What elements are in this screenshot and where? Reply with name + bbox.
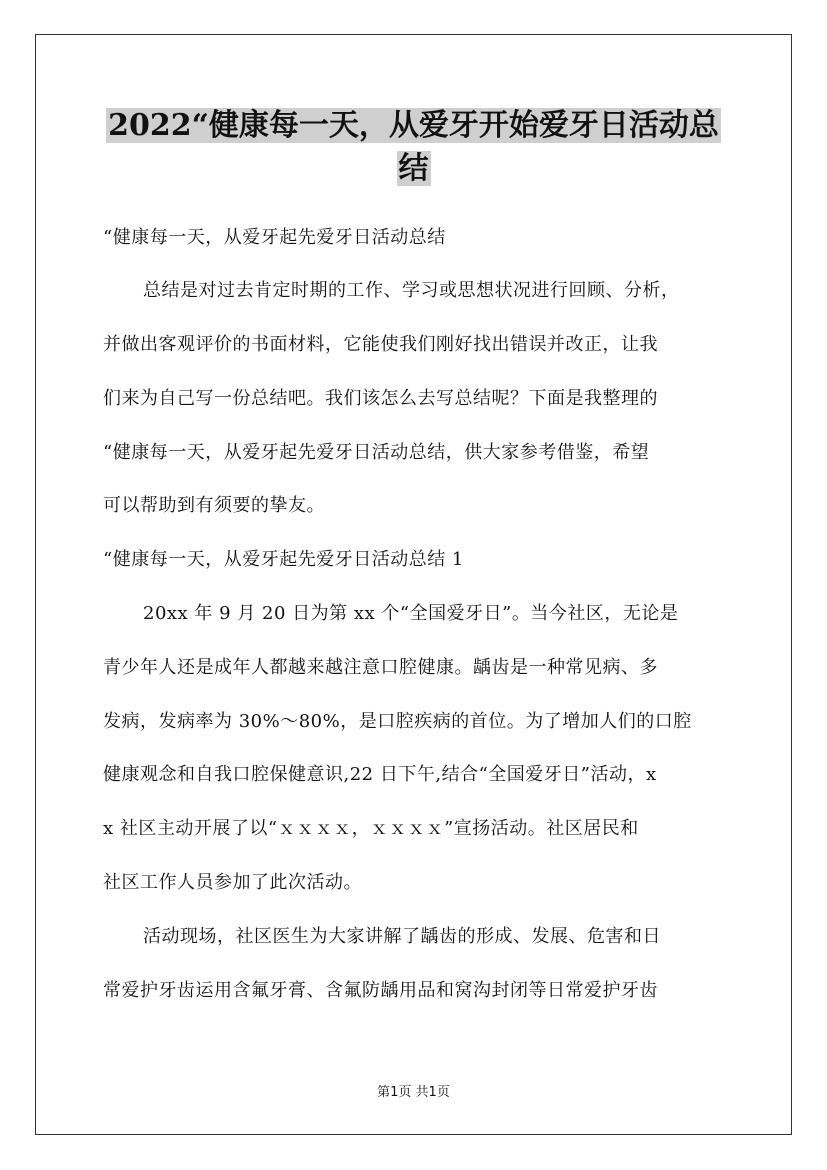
body-line: 健康观念和自我口腔保健意识,22 日下午,结合“全国爱牙日”活动，x xyxy=(103,764,657,785)
body-line: 并做出客观评价的书面材料，它能使我们刚好找出错误并改正，让我 xyxy=(103,334,658,355)
body-line: 活动现场，社区医生为大家讲解了龋齿的形成、发展、危害和日 xyxy=(143,926,661,947)
body-line: x 社区主动开展了以“ｘｘｘｘ，ｘｘｘｘ”宣扬活动。社区居民和 xyxy=(103,818,639,839)
body-line: 20xx 年 9 月 20 日为第 xx 个“全国爱牙日”。当今社区，无论是 xyxy=(143,603,679,624)
body-line: 常爱护牙齿运用含氟牙膏、含氟防龋用品和窝沟封闭等日常爱护牙齿 xyxy=(103,980,658,1001)
body-line: 社区工作人员参加了此次活动。 xyxy=(103,872,362,893)
body-line: 青少年人还是成年人都越来越注意口腔健康。龋齿是一种常见病、多 xyxy=(103,657,658,678)
page-border xyxy=(35,34,792,1135)
body-line: 可以帮助到有须要的挚友。 xyxy=(103,495,325,516)
title-line-2: 结 xyxy=(398,151,429,186)
page-number: 第1页 共1页 xyxy=(377,1085,450,1100)
body-line: 们来为自己写一份总结吧。我们该怎么去写总结呢？下面是我整理的 xyxy=(103,388,658,409)
body-line: 发病，发病率为 30%～80%，是口腔疾病的首位。为了增加人们的口腔 xyxy=(103,711,692,732)
body-line: “健康每一天，从爱牙起先爱牙日活动总结 1 xyxy=(103,549,464,570)
body-line: “健康每一天，从爱牙起先爱牙日活动总结，供大家参考借鉴，希望 xyxy=(103,442,650,463)
document-title-continued xyxy=(60,146,767,192)
body-line: 总结是对过去肯定时期的工作、学习或思想状况进行回顾、分析， xyxy=(143,280,680,301)
body-line: “健康每一天，从爱牙起先爱牙日活动总结 xyxy=(103,227,446,248)
title-line-1: 2022“健康每一天，从爱牙开始爱牙日活动总 xyxy=(108,108,719,143)
document-title xyxy=(60,103,767,149)
